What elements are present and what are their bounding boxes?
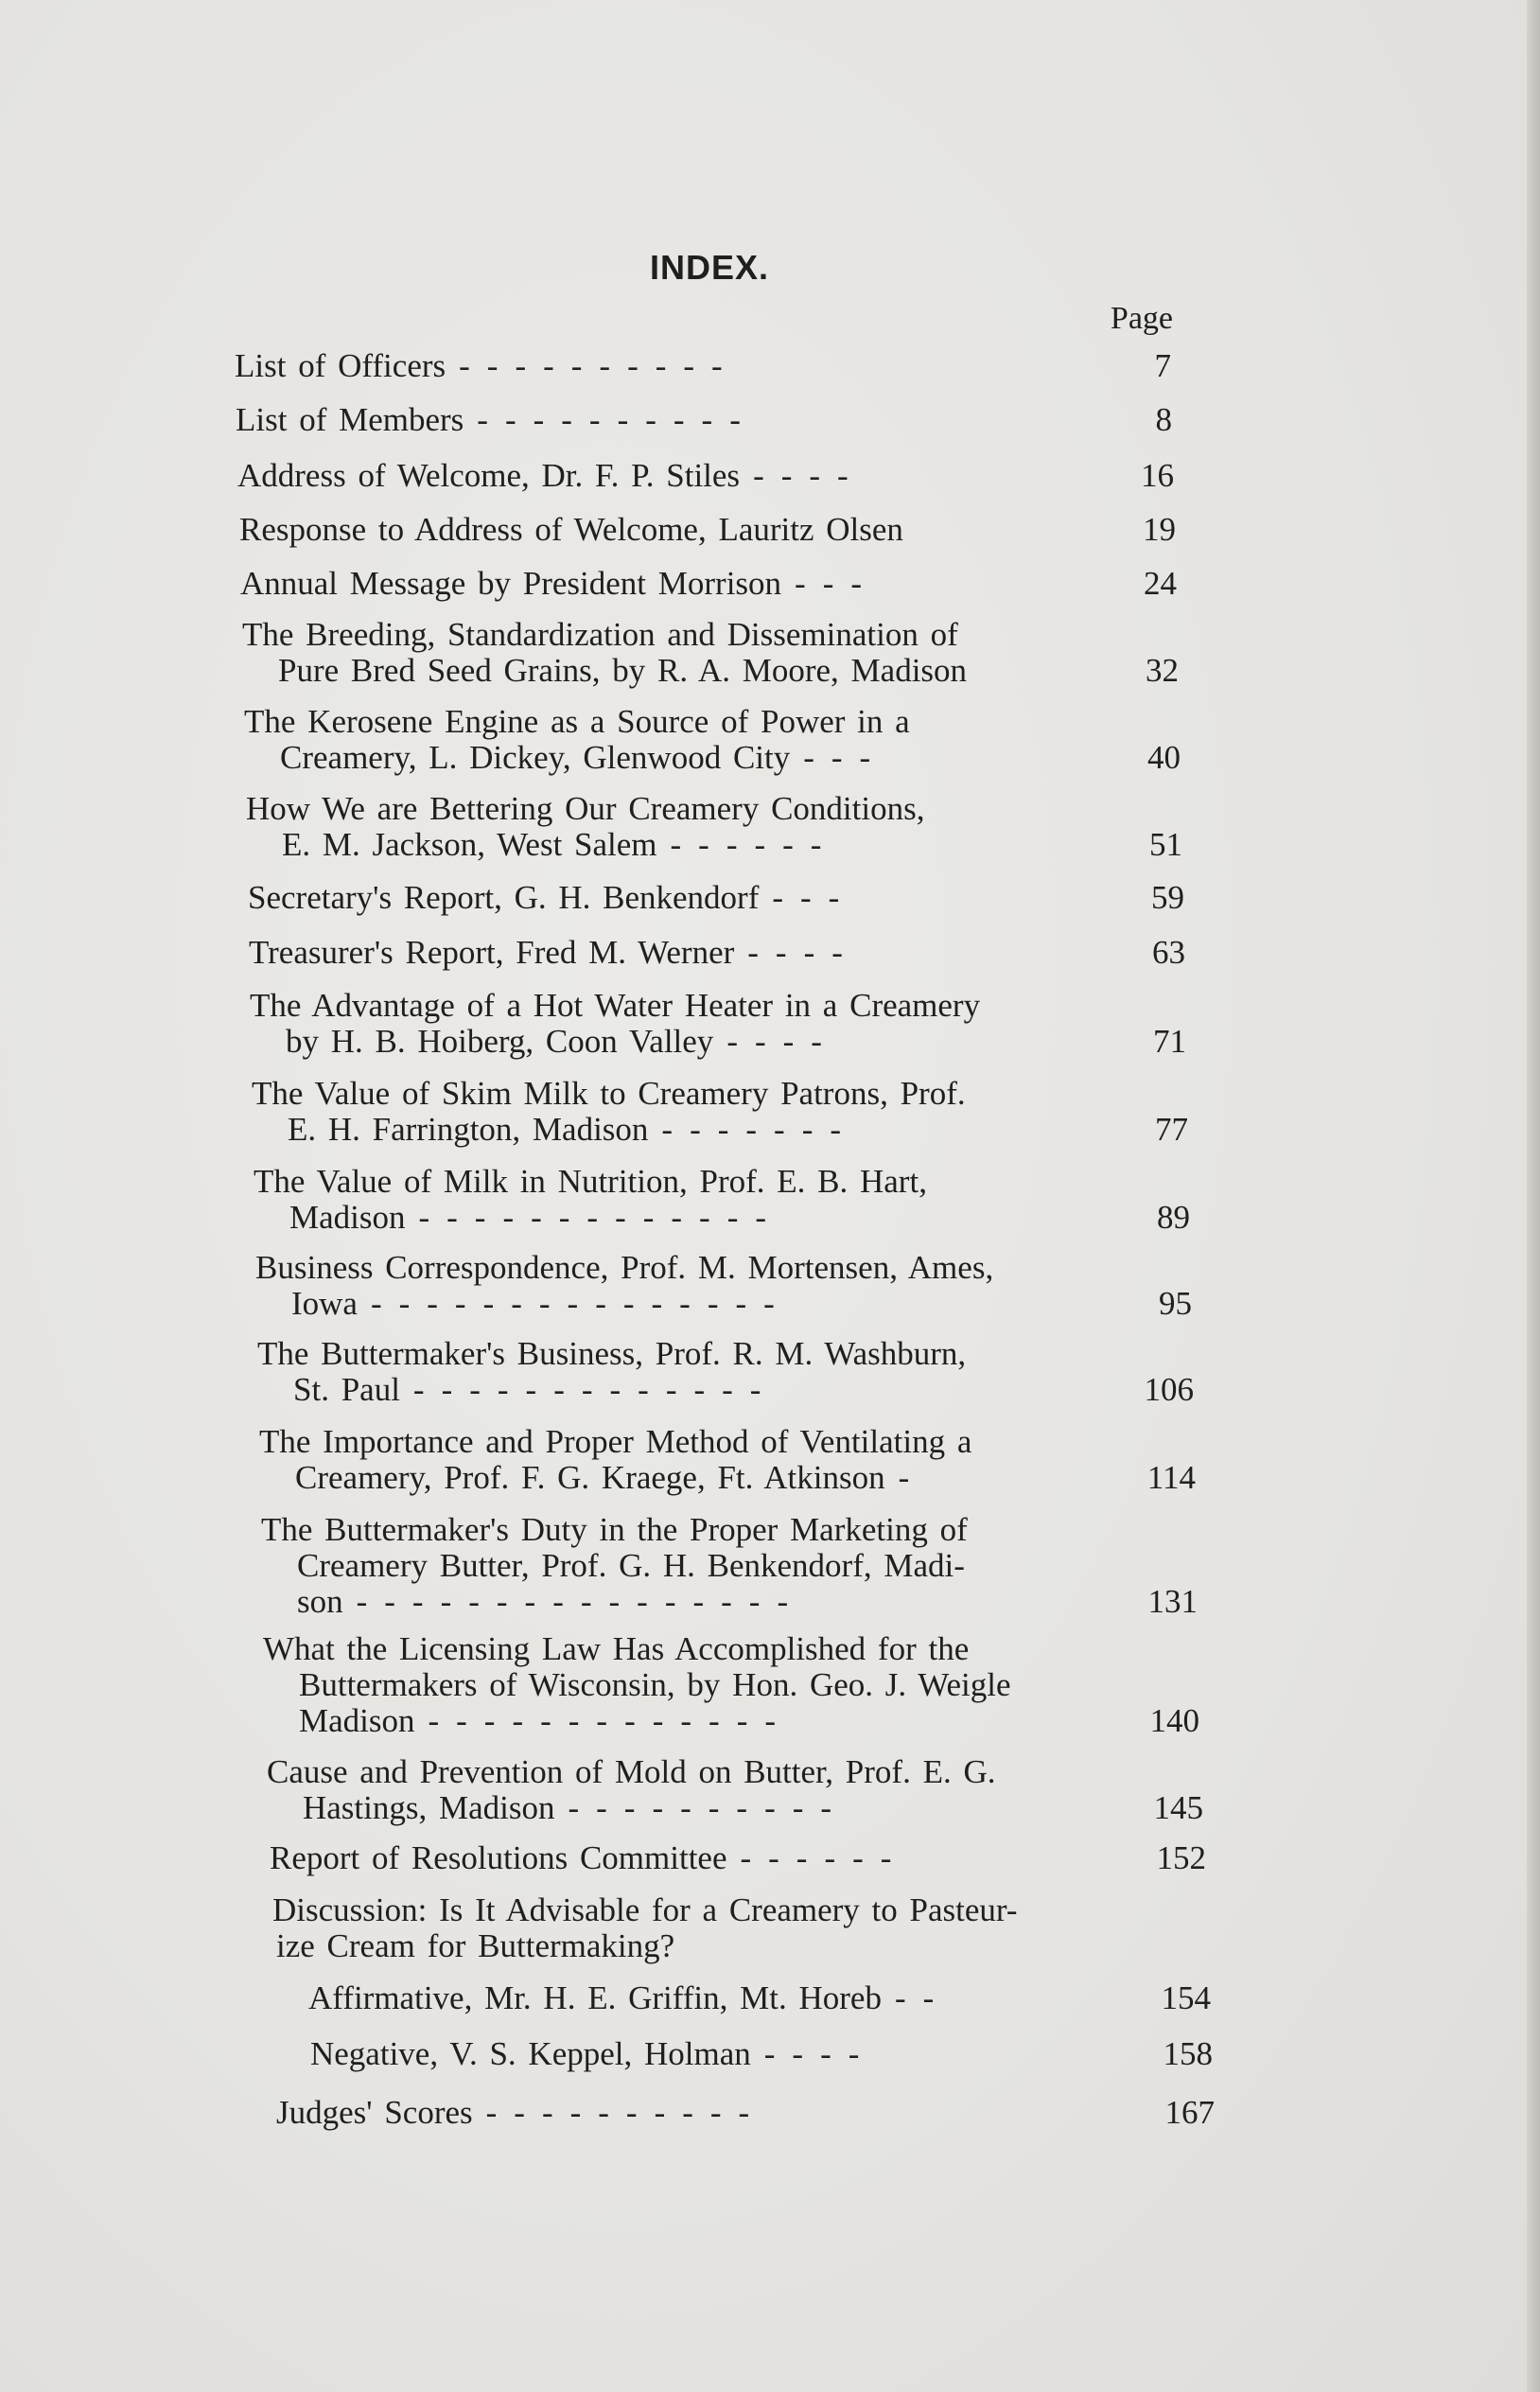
index-entry xyxy=(257,1336,1194,1408)
entry-title-continued: Creamery Butter, Prof. G. H. Benkendorf, Madi- xyxy=(297,1547,965,1584)
index-entry xyxy=(242,617,1179,689)
entry-title: Affirmative, Mr. H. E. Griffin, Mt. Horeb xyxy=(308,1979,882,2016)
entry-page-number: 106 xyxy=(1144,1371,1194,1408)
entry-title-continued: E. H. Farrington, Madison xyxy=(288,1111,649,1148)
index-entry xyxy=(267,1754,1203,1826)
entry-title: Secretary's Report, G. H. Benkendorf xyxy=(248,879,760,916)
entry-leader: ------ xyxy=(670,826,839,863)
entry-title: The Buttermaker's Business, Prof. R. M. Washburn, xyxy=(257,1335,967,1372)
entry-title: Report of Resolutions Committee xyxy=(270,1839,727,1876)
entry-page-number: 114 xyxy=(1146,1459,1196,1496)
entry-leader: ------------- xyxy=(412,1371,779,1408)
entry-page-number: 89 xyxy=(1157,1199,1190,1236)
entry-leader: ------- xyxy=(661,1111,859,1148)
index-entry xyxy=(248,880,1184,916)
page-column-header: Page xyxy=(1110,301,1173,336)
entry-page-number: 19 xyxy=(1143,511,1176,548)
index-entry xyxy=(308,1980,1211,2016)
entry-title: Business Correspondence, Prof. M. Mortensen, Ames, xyxy=(255,1249,994,1286)
index-entry xyxy=(270,1840,1206,1876)
entry-title: List of Officers xyxy=(235,347,446,384)
entry-title: List of Members xyxy=(236,401,464,438)
entry-page-number: 77 xyxy=(1155,1111,1188,1148)
entry-title-continued: Madison xyxy=(289,1199,406,1236)
entry-page-number: 145 xyxy=(1153,1789,1203,1826)
entry-page-number: 140 xyxy=(1149,1702,1199,1739)
entry-title: The Breeding, Standardization and Dissemination of xyxy=(242,616,958,653)
entry-leader xyxy=(903,511,917,548)
entry-title: The Advantage of a Hot Water Heater in a Creamery xyxy=(250,987,981,1024)
entry-page-number: 154 xyxy=(1161,1979,1211,2016)
index-entry xyxy=(254,1164,1190,1236)
entry-title: Negative, V. S. Keppel, Holman xyxy=(310,2035,751,2072)
entry-leader: ---------- xyxy=(459,347,740,384)
index-entry xyxy=(244,704,1181,776)
entry-leader: ---------- xyxy=(568,1789,849,1826)
index-entry xyxy=(263,1631,1199,1739)
index-entry xyxy=(261,1512,1198,1620)
entry-leader: ---- xyxy=(726,1023,839,1060)
entry-title: Treasurer's Report, Fred M. Werner xyxy=(249,934,735,971)
entry-page-number: 95 xyxy=(1159,1285,1192,1322)
entry-title-continued: son xyxy=(297,1583,343,1620)
entry-title-continued: Creamery, Prof. F. G. Kraege, Ft. Atkinson xyxy=(295,1459,885,1496)
entry-title-continued: Madison xyxy=(299,1702,415,1739)
entry-leader: --- xyxy=(803,739,888,776)
entry-page-number: 158 xyxy=(1163,2035,1213,2072)
entry-page-number: 167 xyxy=(1164,2094,1215,2131)
entry-leader: ---- xyxy=(763,2035,877,2072)
index-entry xyxy=(276,2095,1215,2131)
index-entry xyxy=(250,988,1186,1060)
entry-page-number: 24 xyxy=(1144,565,1177,602)
entry-page-number: 63 xyxy=(1152,934,1185,971)
index-entry xyxy=(249,935,1185,971)
entry-page-number: 152 xyxy=(1156,1839,1206,1876)
entry-title: The Value of Milk in Nutrition, Prof. E. B. Hart, xyxy=(254,1163,927,1200)
entry-leader: --- xyxy=(772,879,857,916)
index-entry xyxy=(239,512,1176,548)
entry-title: Discussion: Is It Advisable for a Creamery to Pasteur- xyxy=(272,1891,1018,1928)
entry-title-continued: Pure Bred Seed Grains, by R. A. Moore, Madison xyxy=(278,652,968,689)
entry-page-number: 51 xyxy=(1149,826,1182,863)
entry-leader: ------------- xyxy=(418,1199,784,1236)
entry-leader: ------ xyxy=(740,1839,909,1876)
entry-leader: ---- xyxy=(753,457,866,494)
index-entry xyxy=(235,348,1171,384)
index-entry xyxy=(237,458,1174,494)
entry-title: How We are Bettering Our Creamery Conditions, xyxy=(246,790,925,827)
entry-leader: - xyxy=(898,1459,927,1496)
entry-leader: -- xyxy=(894,1979,952,2016)
entry-title: Response to Address of Welcome, Lauritz Olsen xyxy=(239,511,903,548)
entry-page-number: 16 xyxy=(1141,457,1174,494)
entry-leader: ---------- xyxy=(477,401,758,438)
entry-title: The Value of Skim Milk to Creamery Patrons, Prof. xyxy=(252,1075,966,1112)
entry-page-number: 71 xyxy=(1153,1023,1186,1060)
entry-title-continued: Buttermakers of Wisconsin, by Hon. Geo. J. Weigle xyxy=(299,1666,1011,1703)
page-edge xyxy=(1527,0,1540,2392)
entry-title: The Buttermaker's Duty in the Proper Marketing of xyxy=(261,1511,968,1548)
entry-leader: ---------------- xyxy=(356,1583,806,1620)
entry-title-continued: ize Cream for Buttermaking? xyxy=(276,1927,675,1964)
entry-leader: --------------- xyxy=(370,1285,792,1322)
entry-page-number: 32 xyxy=(1146,652,1179,689)
entry-title: Annual Message by President Morrison xyxy=(240,565,782,602)
entry-page-number: 7 xyxy=(1154,347,1171,384)
entry-title-continued: E. M. Jackson, West Salem xyxy=(282,826,657,863)
entry-title-continued: Hastings, Madison xyxy=(303,1789,555,1826)
entry-title: The Kerosene Engine as a Source of Power in a xyxy=(244,703,910,740)
entry-leader xyxy=(967,652,980,689)
index-title: INDEX. xyxy=(649,248,770,287)
entry-title: What the Licensing Law Has Accomplished for the xyxy=(263,1630,970,1667)
entry-page-number: 131 xyxy=(1147,1583,1198,1620)
entry-title-continued: by H. B. Hoiberg, Coon Valley xyxy=(286,1023,714,1060)
entry-page-number: 40 xyxy=(1147,739,1181,776)
index-entry xyxy=(252,1076,1188,1148)
entry-title-continued: Iowa xyxy=(291,1285,358,1322)
index-entry xyxy=(236,402,1172,438)
entry-title: Address of Welcome, Dr. F. P. Stiles xyxy=(237,457,741,494)
entry-title: The Importance and Proper Method of Ventilating a xyxy=(259,1423,972,1460)
entry-leader: --- xyxy=(795,565,880,602)
entry-leader: ---------- xyxy=(485,2094,767,2131)
entry-leader: ------------- xyxy=(428,1702,794,1739)
index-entry xyxy=(272,1892,1209,1964)
index-entry xyxy=(246,791,1182,863)
entry-page-number: 8 xyxy=(1155,401,1172,438)
index-entry xyxy=(255,1250,1192,1322)
entry-leader: ---- xyxy=(747,934,860,971)
entry-title-continued: Creamery, L. Dickey, Glenwood City xyxy=(280,739,791,776)
index-entry xyxy=(240,566,1177,602)
entry-page-number: 59 xyxy=(1151,879,1184,916)
entry-title-continued: St. Paul xyxy=(293,1371,400,1408)
index-entry xyxy=(310,2036,1213,2072)
entry-title: Judges' Scores xyxy=(276,2094,473,2131)
index-entry xyxy=(259,1424,1196,1496)
entry-title: Cause and Prevention of Mold on Butter, Prof. E. G. xyxy=(267,1753,996,1790)
